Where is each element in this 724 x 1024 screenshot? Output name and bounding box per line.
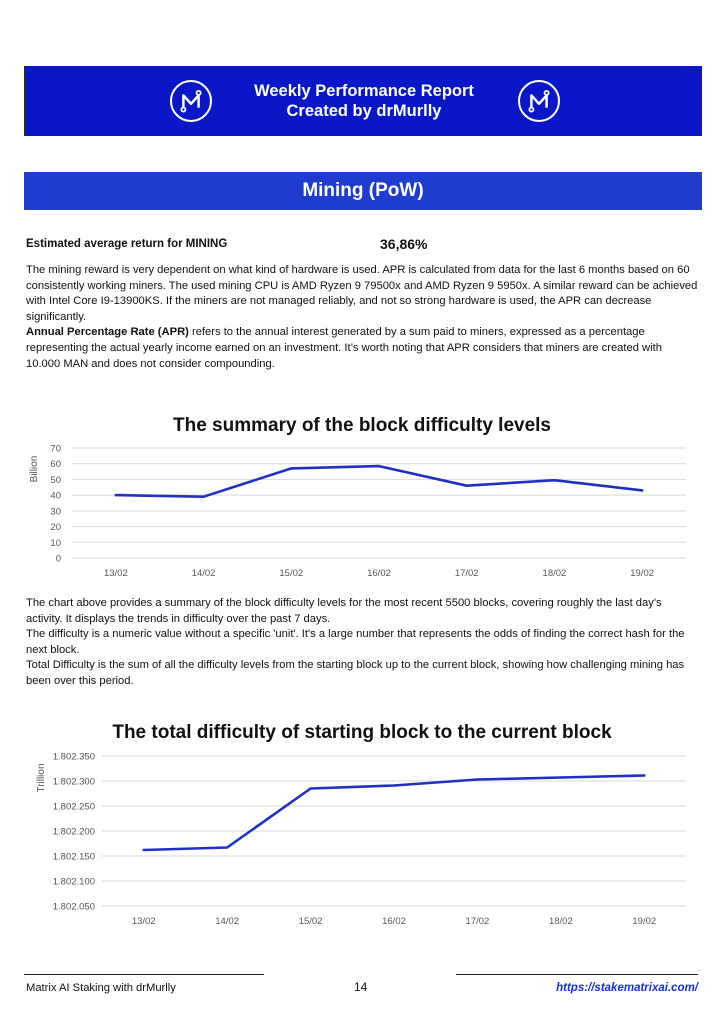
x-tick-label: 19/02	[630, 568, 655, 579]
y-tick-label: 1.802.050	[52, 901, 95, 913]
series-line	[116, 466, 642, 497]
y-tick-label: 0	[55, 553, 61, 565]
data-point	[378, 465, 380, 467]
y-axis-label: Trillion	[36, 763, 47, 793]
y-tick-label: 20	[50, 522, 61, 534]
data-point	[466, 485, 468, 487]
footer-caption: Matrix AI Staking with drMurlly	[26, 982, 176, 994]
y-tick-label: 1.802.350	[52, 751, 95, 763]
total-difficulty-chart-svg	[24, 716, 700, 928]
estimated-return-label: Estimated average return for MINING	[26, 238, 228, 250]
x-tick-label: 14/02	[215, 916, 240, 927]
header-line-1: Weekly Performance Report	[254, 82, 474, 100]
matrix-ai-logo-icon	[170, 80, 212, 122]
chart-title: The summary of the block difficulty levels	[173, 415, 551, 436]
header-line-2: Created by drMurlly	[286, 102, 442, 120]
y-tick-label: 50	[50, 474, 61, 486]
y-tick-label: 1.802.100	[52, 876, 95, 888]
data-point	[290, 467, 292, 469]
y-tick-label: 1.802.300	[52, 776, 95, 788]
x-tick-label: 13/02	[131, 916, 156, 927]
report-header-banner	[24, 66, 702, 136]
data-point	[560, 776, 562, 778]
x-tick-label: 13/02	[103, 568, 128, 579]
footer-divider-left	[24, 974, 264, 975]
mining-reward-paragraph: The mining reward is very dependent on what kind of hardware is used. APR is calculated from data for the last 6 months based on 60 consistently working miners. The used mining CPU is AMD Ryzen 9 79500x and AMD Ryzen 9 5950x. A similar reward can be achieved with Intel Core I9-13900KS. If the miners are not managed reliably, and not so strong hardware is used, the APR can decrease significantly.	[26, 264, 698, 323]
data-point	[393, 784, 395, 786]
x-tick-label: 15/02	[298, 916, 323, 927]
data-point	[553, 479, 555, 481]
difficulty-levels-chart-svg	[24, 410, 700, 582]
x-tick-label: 17/02	[454, 568, 479, 579]
y-tick-label: 10	[50, 537, 61, 549]
difficulty-definition-paragraph: The difficulty is a numeric value without a specific 'unit'. It's a large number that represents the odds of finding the correct hash for the next block.	[26, 628, 685, 656]
page-number: 14	[354, 980, 368, 994]
header-title	[254, 81, 474, 121]
section-title: Mining (PoW)	[302, 180, 424, 201]
x-tick-label: 16/02	[367, 568, 391, 579]
data-point	[226, 846, 228, 848]
chart-explanation-text	[26, 596, 698, 690]
y-tick-label: 1.802.250	[52, 801, 95, 813]
y-axis-label: Billion	[29, 455, 40, 483]
x-tick-label: 18/02	[548, 916, 573, 927]
y-tick-label: 60	[50, 459, 61, 471]
x-tick-label: 17/02	[465, 916, 490, 927]
footer-divider-right	[456, 974, 698, 975]
chart-title: The total difficulty of starting block to the current block	[112, 722, 612, 743]
x-tick-label: 18/02	[542, 568, 567, 579]
apr-definition: refers to the annual interest generated by a sum paid to miners, expressed as a percentage representing the actual yearly income earned on an investment. It’s worth noting that APR considers that miners are created with 10.000 MAN and does not consider compounding.	[26, 326, 662, 370]
apr-definition-paragraph	[26, 325, 698, 372]
x-tick-label: 16/02	[382, 916, 406, 927]
data-point	[202, 496, 204, 498]
x-tick-label: 14/02	[191, 568, 216, 579]
data-point	[643, 774, 645, 776]
y-tick-label: 70	[50, 443, 61, 455]
chart-summary-paragraph: The chart above provides a summary of the block difficulty levels for the most recent 5500 blocks, covering roughly the last day's activity. It displays the trends in difficulty over the past 7 days.	[26, 597, 662, 625]
y-tick-label: 1.802.200	[52, 826, 95, 838]
section-title-bar	[24, 172, 702, 210]
estimated-return-row	[26, 236, 696, 256]
y-tick-label: 1.802.150	[52, 851, 95, 863]
mining-intro-text	[26, 263, 698, 372]
website-link[interactable]: https://stakematrixai.com/	[556, 982, 698, 994]
apr-term: Annual Percentage Rate (APR)	[26, 326, 189, 339]
data-point	[641, 489, 643, 491]
y-tick-label: 40	[50, 490, 61, 502]
data-point	[143, 849, 145, 851]
difficulty-levels-chart	[24, 410, 700, 582]
estimated-return-value: 36,86%	[380, 236, 428, 252]
x-tick-label: 15/02	[279, 568, 304, 579]
y-tick-label: 30	[50, 506, 61, 518]
total-difficulty-paragraph: Total Difficulty is the sum of all the difficulty levels from the starting block up to the current block, showing how challenging mining has been over this period.	[26, 659, 685, 687]
matrix-ai-logo-icon	[518, 80, 560, 122]
data-point	[115, 494, 117, 496]
data-point	[476, 778, 478, 780]
data-point	[309, 787, 311, 789]
total-difficulty-chart	[24, 716, 700, 928]
x-tick-label: 19/02	[632, 916, 657, 927]
